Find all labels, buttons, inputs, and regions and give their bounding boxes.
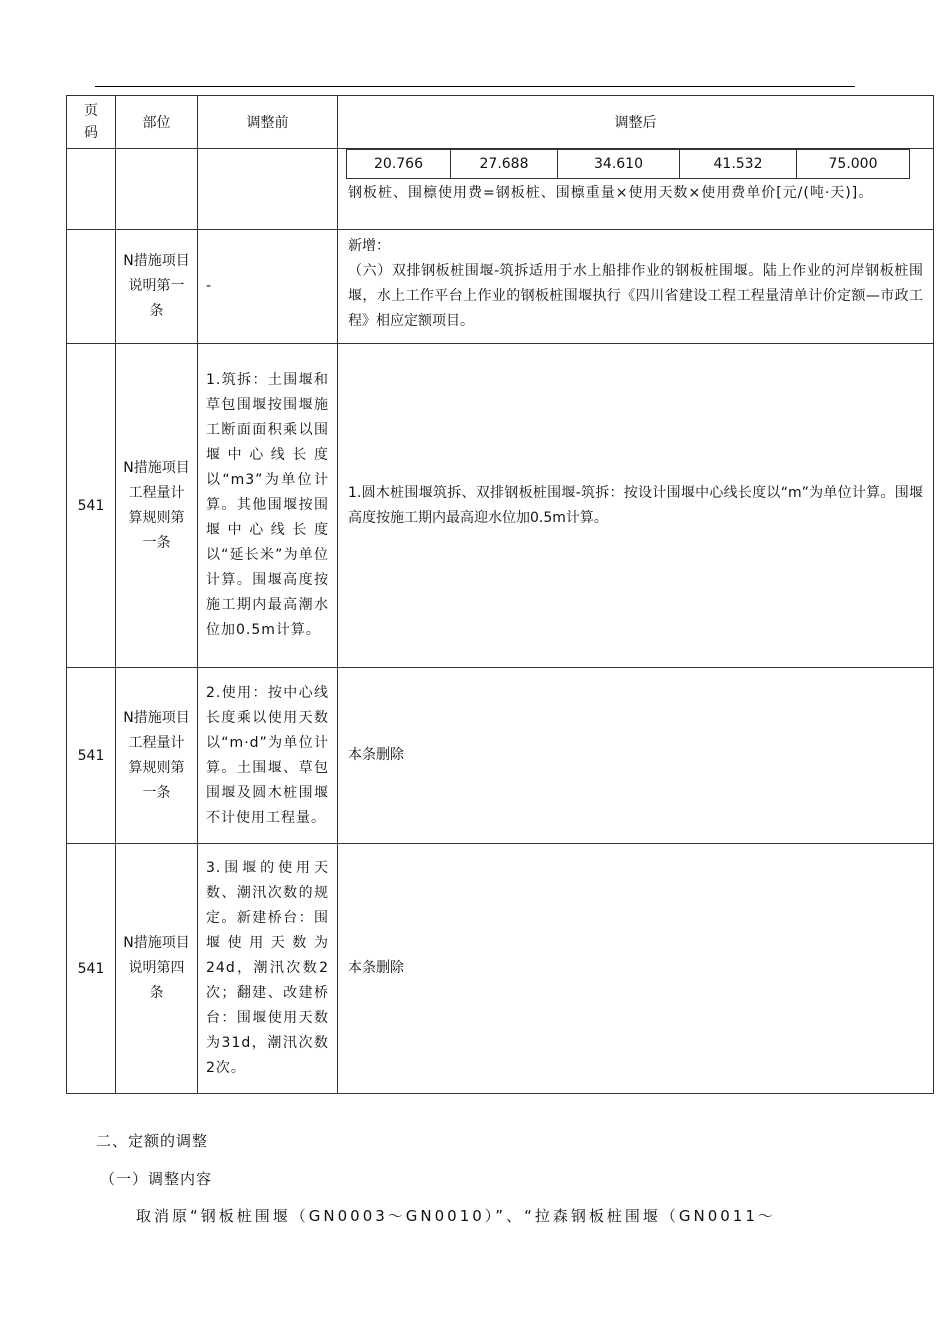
price-table xyxy=(346,149,910,179)
header-page: 页码 xyxy=(67,96,116,149)
row-after-text: （六）双排钢板桩围堰-筑拆适用于水上船排作业的钢板桩围堰。陆上作业的河岸钢板桩围堰，水上工作平台上作业的钢板桩围堰执行《四川省建设工程工程量清单计价定额—市政工程》相应定额项目。 xyxy=(348,263,923,329)
row-after: 本条删除 xyxy=(338,844,934,1094)
table-row xyxy=(67,844,934,1094)
price-cell: 75.000 xyxy=(797,150,910,179)
row-before: 2.使用：按中心线长度乘以使用天数以“m·d”为单位计算。土围堰、草包围堰及圆木桩围堰不计使用工程量。 xyxy=(198,668,338,844)
row-page: 541 xyxy=(67,844,116,1094)
row-position: N措施项目说明第四条 xyxy=(116,844,198,1094)
row-page: 541 xyxy=(67,668,116,844)
table-row xyxy=(67,149,934,230)
row-position: N措施项目说明第一条 xyxy=(116,230,198,344)
header-rule xyxy=(95,86,855,87)
table-row xyxy=(67,344,934,668)
row-before: - xyxy=(198,230,338,344)
price-formula: 钢板桩、围檩使用费=钢板桩、围檩重量×使用天数×使用费单价[元/(吨·天)]。 xyxy=(348,185,874,201)
section-heading: 二、定额的调整 xyxy=(96,1132,209,1150)
table-row xyxy=(67,668,934,844)
row-after: 1.圆木桩围堰筑拆、双排钢板桩围堰-筑拆：按设计围堰中心线长度以“m”为单位计算。围堰高度按施工期内最高迎水位加0.5m计算。 xyxy=(338,344,934,668)
header-before: 调整前 xyxy=(198,96,338,149)
row-page: 541 xyxy=(67,344,116,668)
section-subheading: （一）调整内容 xyxy=(100,1170,213,1188)
row-after-title: 新增： xyxy=(348,238,390,254)
row-position: N措施项目工程量计算规则第一条 xyxy=(116,668,198,844)
adjustment-table xyxy=(66,95,934,1094)
price-cell: 27.688 xyxy=(451,150,558,179)
price-cell: 34.610 xyxy=(558,150,680,179)
table-row xyxy=(67,230,934,344)
header-position: 部位 xyxy=(116,96,198,149)
row-position: N措施项目工程量计算规则第一条 xyxy=(116,344,198,668)
header-after: 调整后 xyxy=(338,96,934,149)
row-page xyxy=(67,230,116,344)
table-header-row xyxy=(67,96,934,149)
row-before: 3.围堰的使用天数、潮汛次数的规定。新建桥台：围堰使用天数为24d，潮汛次数2次；翻建、改建桥台：围堰使用天数为31d，潮汛次数2次。 xyxy=(198,844,338,1094)
row-before: 1.筑拆：土围堰和草包围堰按围堰施工断面面积乘以围堰中心线长度以“m3”为单位计算。其他围堰按围堰中心线长度以“延长米”为单位计算。围堰高度按施工期内最高潮水位加0.5m计算。 xyxy=(198,344,338,668)
section-body: 取消原“钢板桩围堰（GN0003～GN0010）”、“拉森钢板桩围堰（GN0011～ xyxy=(136,1207,776,1225)
price-cell: 20.766 xyxy=(347,150,451,179)
price-cell: 41.532 xyxy=(680,150,797,179)
row-after xyxy=(338,230,934,344)
row-after: 本条删除 xyxy=(338,668,934,844)
